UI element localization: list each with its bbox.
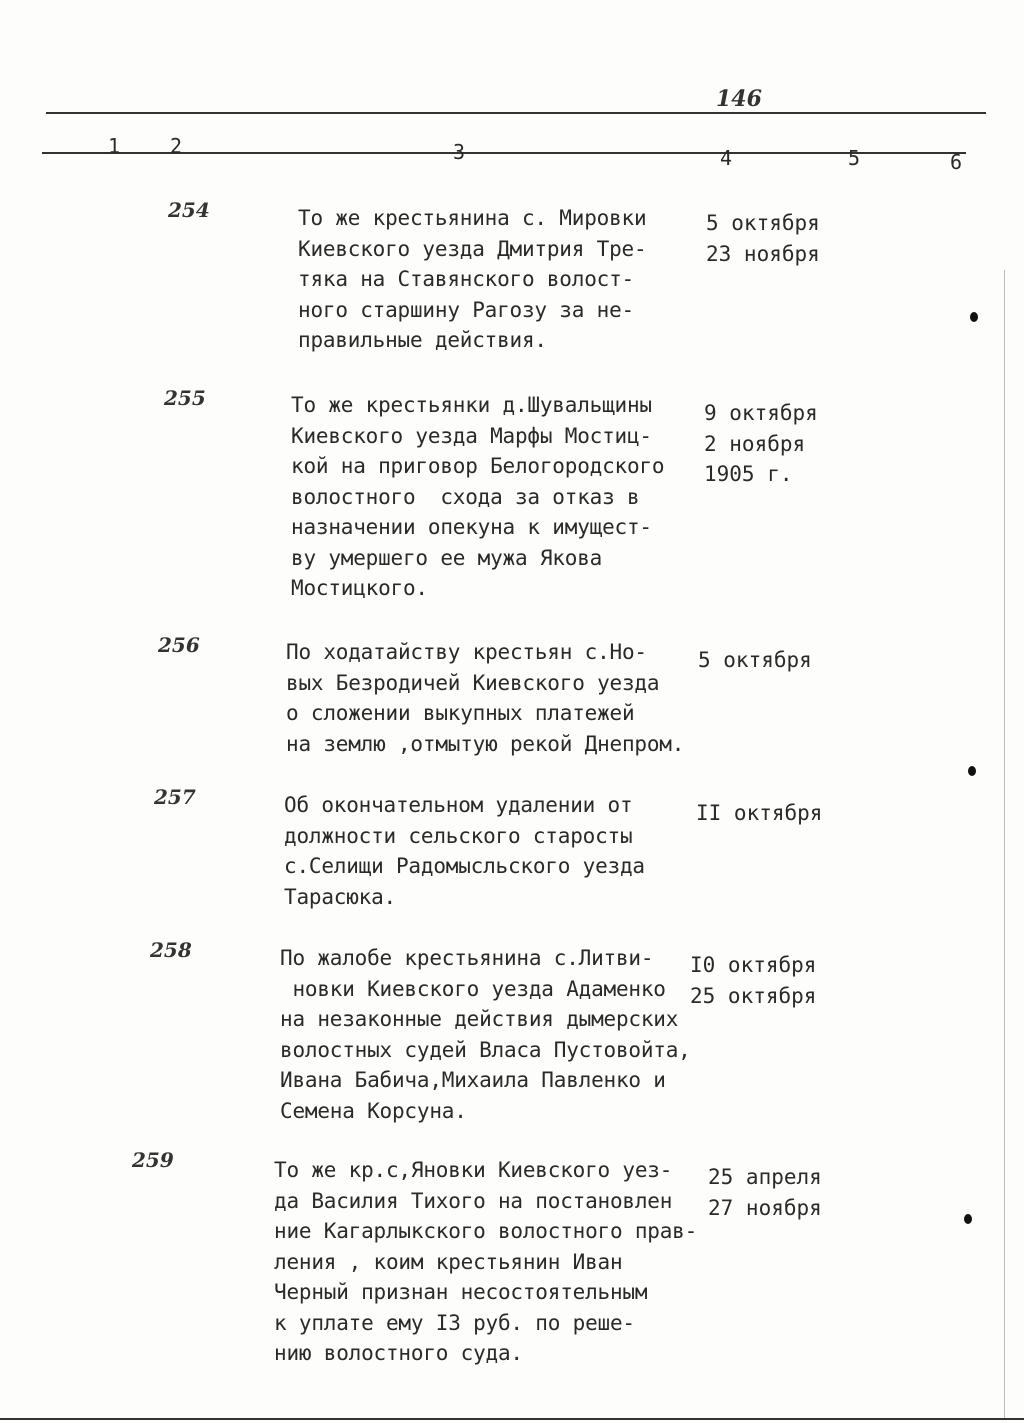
entry-dates: 9 октября 2 ноября 1905 г. xyxy=(704,401,818,486)
entry-number: 256 xyxy=(158,633,200,657)
top-rule xyxy=(46,112,986,114)
entry-description: То же крестьянки д.Шувальщины Киевского уезда Марфы Мостиц- кой на приговор Белогородского волостного схода за отказ в назначении опекуна к имущест- ву умершего ее мужа Якова Мостицкого. xyxy=(291,393,665,600)
column-header-2: 2 xyxy=(170,134,183,158)
entry-number: 259 xyxy=(132,1148,174,1172)
entry-dates: 25 апреля 27 ноября xyxy=(708,1165,822,1220)
entry-number: 254 xyxy=(168,198,210,222)
column-header-3: 3 xyxy=(453,140,466,164)
entry-dates: 5 октября xyxy=(698,648,812,672)
punch-hole-mark xyxy=(970,312,978,322)
column-header-6: 6 xyxy=(950,150,963,174)
page-number: 146 xyxy=(716,86,762,112)
bottom-rule xyxy=(0,1418,1024,1420)
entry-dates: 5 октября 23 ноября xyxy=(706,211,820,266)
entry-description: По ходатайству крестьян с.Но- вых Безродичей Киевского уезда о сложении выкупных платежей на землю ,отмытую рекой Днепром. xyxy=(286,640,685,756)
entry-description: Об окончательном удалении от должности сельского старосты с.Селищи Радомысльского уезда Тарасюка. xyxy=(284,793,645,909)
entry-description: То же крестьянина с. Мировки Киевского уезда Дмитрия Тре- тяка на Ставянского волост- ного старшину Рагозу за не- правильные действия. xyxy=(298,206,647,352)
entry-number: 257 xyxy=(154,785,196,809)
column-header-5: 5 xyxy=(848,146,861,170)
punch-hole-mark xyxy=(964,1214,972,1224)
entry-dates: I0 октября 25 октября xyxy=(690,953,817,1008)
entry-description: То же кр.с,Яновки Киевского уез- да Василия Тихого на постановлен ние Кагарлыкского волостного прав- ления , коим крестьянин Иван Черный признан несостоятельным к уплате ему I3 руб. по реше- нию волостного суда. xyxy=(274,1158,698,1365)
page-edge-line xyxy=(1004,270,1005,1420)
column-header-4: 4 xyxy=(720,146,733,170)
punch-hole-mark xyxy=(968,766,976,776)
entry-dates: II октября xyxy=(696,801,823,825)
column-header-1: 1 xyxy=(108,134,121,158)
entry-number: 255 xyxy=(164,386,206,410)
entry-description: По жалобе крестьянина с.Литви- новки Киевского уезда Адаменко на незаконные действия дымерских волостных судей Власа Пустовойта, Ивана Бабича,Михаила Павленко и Семена Корсуна. xyxy=(280,946,691,1123)
entry-number: 258 xyxy=(150,938,192,962)
